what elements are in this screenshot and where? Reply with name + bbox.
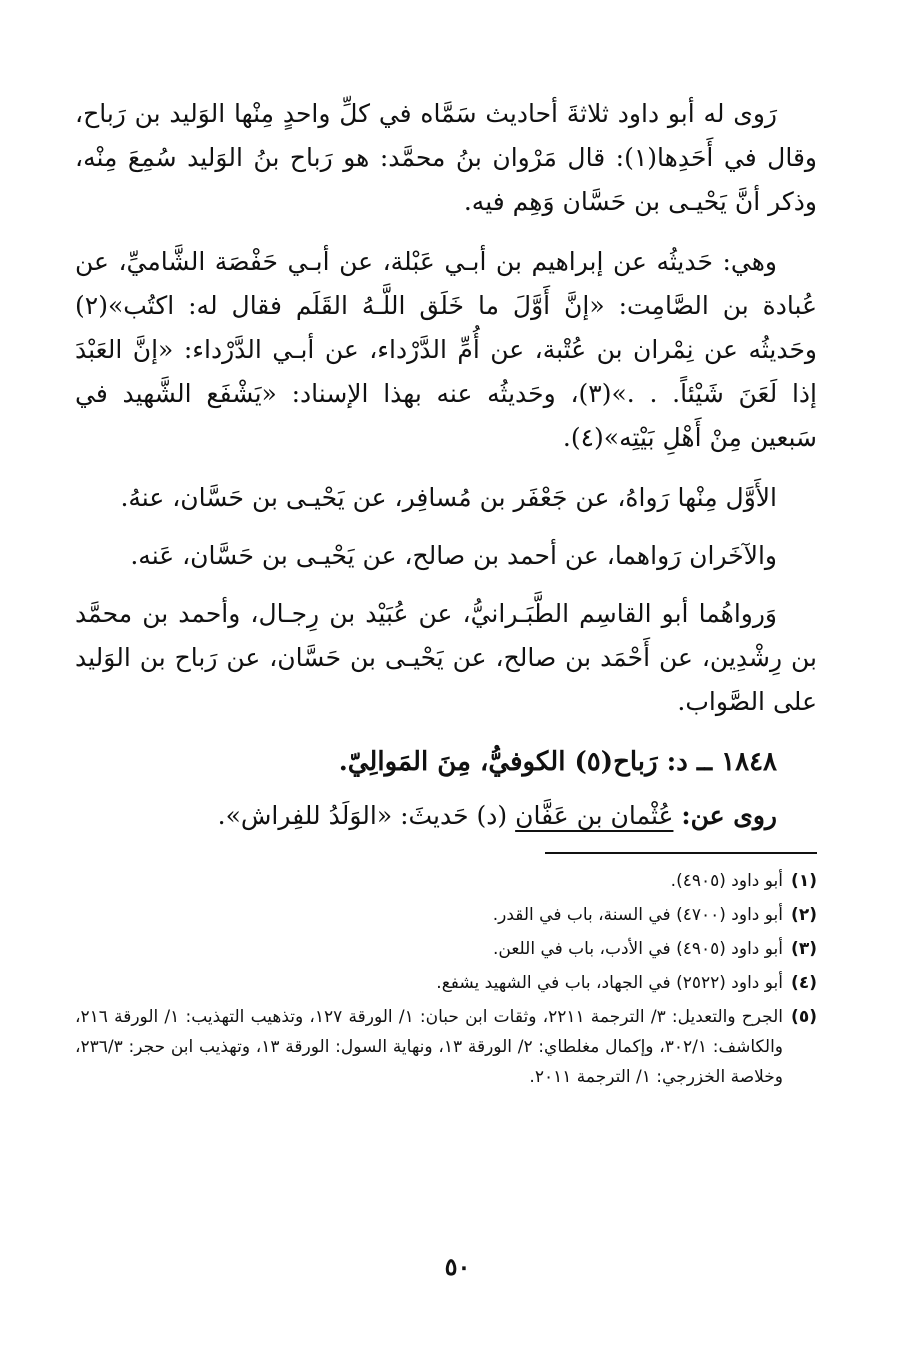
footnote-1 [75,866,817,896]
footnote-text: الجرح والتعديل: ٣/ الترجمة ٢٢١١، وثقات ابن حبان: ١/ الورقة ١٢٧، وتذهيب التهذيب: ١/ الورقة ٢١٦، والكاشف: ٣٠٢/١، وإكمال مغلطاي: ٢/ الورقة ١٣، ونهاية السول: الورقة ١٣، وتهذيب ابن حجر: ٢٣٦/٣، وخلاصة الخزرجي: ١/ الترجمة ٢٠١١. [75,1007,784,1087]
footnote-text: أبو داود (٤٩٠٥). [670,871,783,891]
page-body [75,92,817,1096]
footnote-3 [75,934,817,964]
footnotes [75,866,817,1092]
page-number: ٥٠ [444,1252,471,1281]
footnote-number: (٤) [791,973,817,993]
paragraph-5: وَرواهُما أبو القاسِم الطَّبَـرانيُّ، عن عُبَيْد بن رِجـال، وأحمد بن محمَّد بن رِشْدِين، عن أَحْمَد بن صالح، عن يَحْيـى بن حَسَّان، عن رَباح بن الوَليد على الصَّواب. [75,599,817,716]
entry-heading: ١٨٤٨ ــ د: رَباح(٥) الكوفيُّ، مِنَ المَوالِيّ. [338,747,777,777]
footnote-divider [545,852,817,854]
footnote-number: (٢) [791,905,817,925]
footnote-number: (٣) [791,939,817,959]
paragraph-2: وهي: حَديثُه عن إبراهيم بن أبـي عَبْلة، عن أبـي حَفْصَة الشَّاميِّ، عن عُبادة بن الصَّامِت: «إنَّ أَوَّلَ ما خَلَق اللَّـهُ القَلَم فقال له: اكتُب»(٢) وحَديثُه عن نِمْران بن عُتْبة، عن أُمِّ الدَّرْداء، عن أبـي الدَّرْداء: «إنَّ العَبْدَ إذا لَعَنَ شَيْئاً. . .»(٣)، وحَديثُه عنه بهذا الإسناد: «يَشْفَع الشَّهيد في سَبعين مِنْ أَهْلِ بَيْتِه»(٤). [75,247,818,452]
footnote-text: أبو داود (٢٥٢٢) في الجهاد، باب في الشهيد يشفع. [436,973,783,993]
riwaya-name: عُثْمان بن عَفَّان [515,801,674,830]
footnote-number: (٥) [791,1007,817,1027]
riwaya-lead: روى عن: [681,801,777,830]
paragraph-1: رَوى له أبو داود ثلاثةَ أحاديث سَمَّاه في كلِّ واحدٍ مِنْها الوَليد بن رَباح، وقال في أَحَدِها(١): قال مَرْوان بنُ محمَّد: هو رَباح بنُ الوَليد سُمِعَ مِنْه، وذكر أنَّ يَحْيـى بن حَسَّان وَهِم فيه. [75,99,817,216]
riwaya-line [75,794,817,838]
paragraph-4: والآخَران رَواهما، عن أحمد بن صالح، عن يَحْيـى بن حَسَّان، عَنه. [130,541,777,570]
footnote-text: أبو داود (٤٩٠٥) في الأدب، باب في اللعن. [493,939,783,959]
paragraph-3: الأَوَّل مِنْها رَواهُ، عن جَعْفَر بن مُسافِر، عن يَحْيـى بن حَسَّان، عنهُ. [120,483,777,512]
riwaya-rest: (د) حَديثَ: «الوَلَدُ للفِراش». [217,801,508,830]
footnote-5 [75,1002,817,1092]
footnote-4 [75,968,817,998]
footnote-2 [75,900,817,930]
footnote-text: أبو داود (٤٧٠٠) في السنة، باب في القدر. [492,905,783,925]
footnote-number: (١) [791,871,817,891]
